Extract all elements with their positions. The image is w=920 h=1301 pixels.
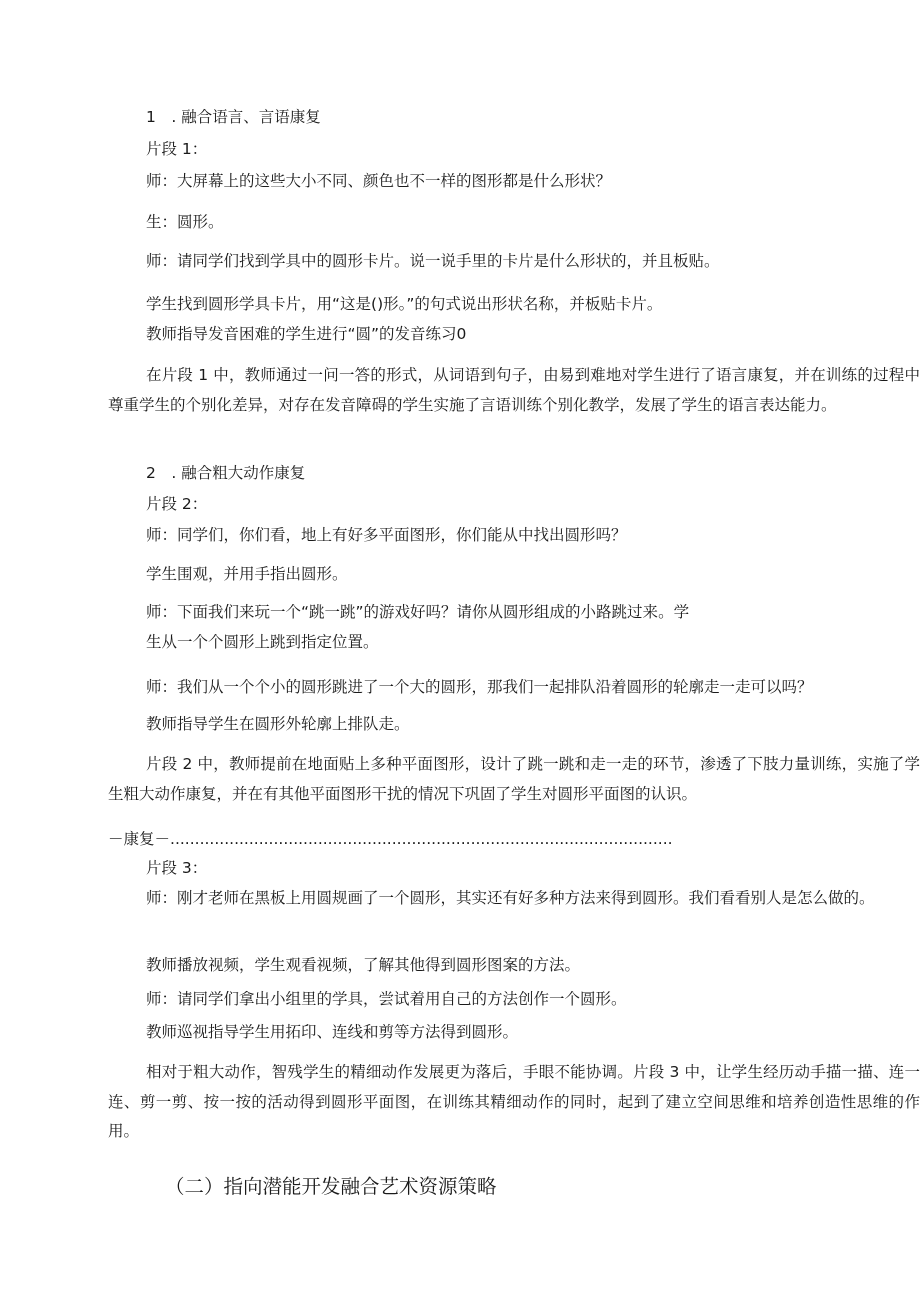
dialogue-line: 教师巡视指导学生用拓印、连线和剪等方法得到圆形。: [146, 1023, 519, 1041]
section-title-2: 2 . 融合粗大动作康复: [146, 464, 306, 482]
analysis-paragraph-3: 相对于粗大动作，智残学生的精细动作发展更为落后，手眼不能协调。片段 3 中，让学生经历动手描一描、连一连、剪一剪、按一按的活动得到圆形平面图，在训练其精细动作的同时，起到了建立空间思维和培养创造性思维的作用。: [108, 1063, 920, 1140]
dialogue-line: 生从一个个圆形上跳到指定位置。: [146, 633, 379, 651]
dialogue-line: 生：圆形。: [146, 213, 224, 231]
fragment-label-1: 片段 1：: [146, 140, 208, 158]
section-title-3: －康复－: [108, 830, 171, 848]
dialogue-line: 学生找到圆形学具卡片，用“这是()形。”的句式说出形状名称，并板贴卡片。: [146, 295, 663, 313]
dialogue-line: 师：请同学们拿出小组里的学具，尝试着用自己的方法创作一个圆形。: [146, 990, 627, 1008]
dialogue-line: 教师指导学生在圆形外轮廓上排队走。: [146, 715, 410, 733]
dialogue-line: 师：请同学们找到学具中的圆形卡片。说一说手里的卡片是什么形状的，并且板贴。: [146, 252, 720, 270]
dialogue-line: 师：下面我们来玩一个“跳一跳”的游戏好吗？请你从圆形组成的小路跳过来。学: [146, 603, 690, 621]
dialogue-line: 教师播放视频，学生观看视频，了解其他得到圆形图案的方法。: [146, 956, 581, 974]
dialogue-line-wrapped: 师：刚才老师在黑板上用圆规画了一个圆形，其实还有好多种方法来得到圆形。我们看看别人是怎么做的。: [146, 889, 875, 907]
analysis-paragraph-2: 片段 2 中，教师提前在地面贴上多种平面图形，设计了跳一跳和走一走的环节，渗透了下肢力量训练，实施了学生粗大动作康复，并在有其他平面图形干扰的情况下巩固了学生对圆形平面图的认识。: [108, 755, 920, 803]
fragment-label-2: 片段 2：: [146, 495, 208, 513]
dialogue-line: 师：同学们，你们看，地上有好多平面图形，你们能从中找出圆形吗？: [146, 526, 627, 544]
analysis-paragraph-1: 在片段 1 中，教师通过一问一答的形式，从词语到句子，由易到难地对学生进行了语言康复，并在训练的过程中尊重学生的个别化差异，对存在发音障碍的学生实施了言语训练个别化教学，发展了学生的语言表达能力。: [108, 366, 920, 414]
fragment-label-3: 片段 3：: [146, 859, 208, 877]
dialogue-line: 学生围观，并用手指出圆形。: [146, 565, 348, 583]
dialogue-line: 教师指导发音困难的学生进行“圆”的发音练习0: [146, 325, 467, 343]
dialogue-line: 师：我们从一个个小的圆形跳进了一个大的圆形，那我们一起排队沿着圆形的轮廓走一走可以吗？: [146, 678, 813, 696]
section-heading: （二）指向潜能开发融合艺术资源策略: [165, 1175, 497, 1198]
section-title-1: 1 . 融合语言、言语康复: [146, 108, 321, 126]
dialogue-line: 师：大屏幕上的这些大小不同、颜色也不一样的图形都是什么形状？: [146, 172, 612, 190]
section-title-3-with-leader: [108, 829, 920, 849]
dotted-leader: ......................................................................................................: [170, 830, 673, 848]
